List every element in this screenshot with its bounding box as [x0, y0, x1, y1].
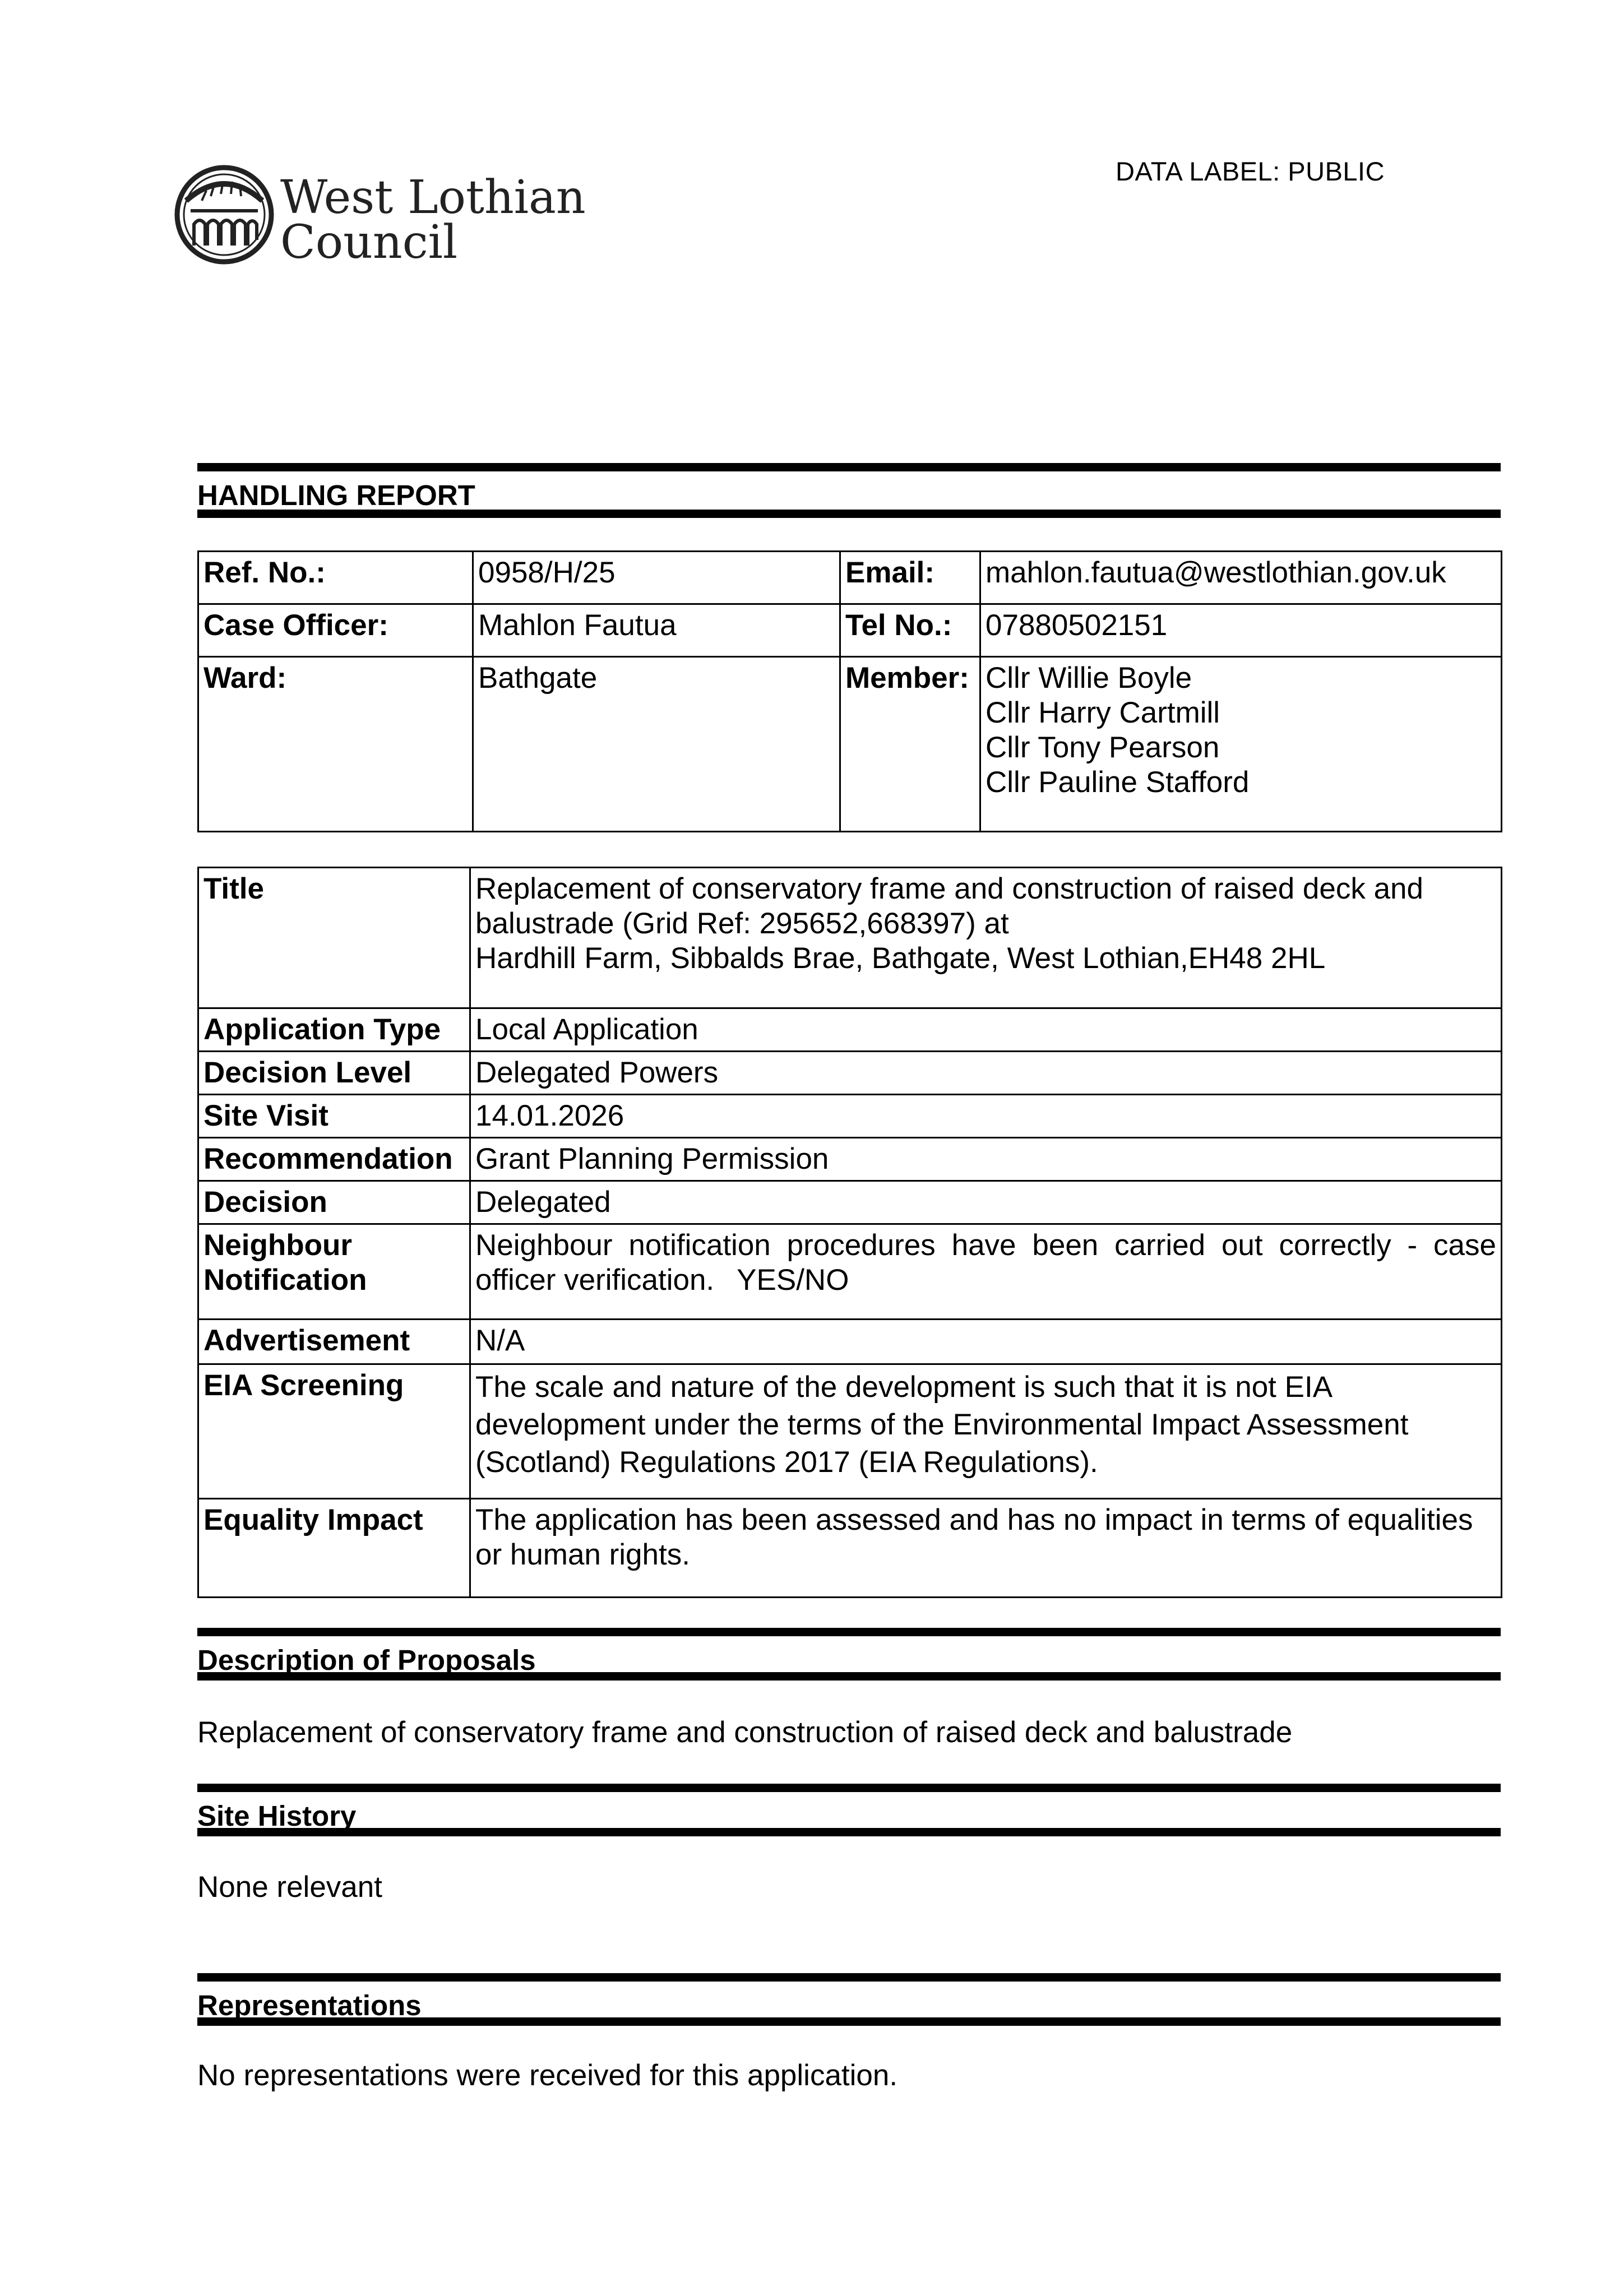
table-row	[198, 552, 1502, 604]
member-item: Cllr Tony Pearson	[985, 731, 1220, 764]
recommendation-value: Grant Planning Permission	[470, 1138, 1502, 1181]
handling-report-table	[197, 550, 1502, 832]
title-value: Replacement of conservatory frame and construction of raised deck and balustrade (Grid Ref: 295652,668397) at Hardhill Farm, Sibbalds Brae, Bathgate, West Lothian,EH48 2HL	[470, 868, 1502, 1008]
member-label: Member:	[840, 657, 980, 832]
table-row	[198, 1320, 1502, 1364]
member-item: Cllr Willie Boyle	[985, 661, 1192, 695]
yes-no-option: YES/NO	[737, 1263, 849, 1297]
advertisement-label: Advertisement	[198, 1320, 470, 1364]
member-list	[980, 657, 1502, 832]
ref-label: Ref. No.:	[198, 552, 473, 604]
logo-text-line1: West Lothian	[280, 171, 586, 224]
decision-level-value: Delegated Powers	[470, 1052, 1502, 1095]
site-history-text: None relevant	[197, 1871, 382, 1904]
member-item: Cllr Pauline Stafford	[985, 766, 1250, 799]
member-item: Cllr Harry Cartmill	[985, 696, 1220, 729]
equality-label: Equality Impact	[198, 1499, 470, 1598]
eia-label: EIA Screening	[198, 1364, 470, 1499]
app-type-label: Application Type	[198, 1008, 470, 1052]
site-history-heading: Site History	[197, 1784, 1501, 1836]
tel-value: 07880502151	[980, 604, 1502, 657]
neighbour-label: Neighbour Notification	[198, 1224, 470, 1320]
table-row	[198, 1224, 1502, 1320]
description-heading: Description of Proposals	[197, 1628, 1501, 1681]
email-label: Email:	[840, 552, 980, 604]
table-row	[198, 1364, 1502, 1499]
table-row	[198, 1095, 1502, 1138]
officer-value: Mahlon Fautua	[473, 604, 840, 657]
advertisement-value: N/A	[470, 1320, 1502, 1364]
logo-text-line2: Council	[280, 216, 458, 269]
table-row	[198, 1138, 1502, 1181]
ward-label: Ward:	[198, 657, 473, 832]
table-row	[198, 868, 1502, 1008]
table-row	[198, 1052, 1502, 1095]
site-visit-value: 14.01.2026	[470, 1095, 1502, 1138]
decision-level-label: Decision Level	[198, 1052, 470, 1095]
email-value[interactable]: mahlon.fautua@westlothian.gov.uk	[980, 552, 1502, 604]
description-text: Replacement of conservatory frame and construction of raised deck and balustrade	[197, 1716, 1293, 1749]
decision-label: Decision	[198, 1181, 470, 1224]
table-row	[198, 657, 1502, 832]
table-row	[198, 1499, 1502, 1598]
details-table	[197, 867, 1502, 1598]
title-label: Title	[198, 868, 470, 1008]
decision-value: Delegated	[470, 1181, 1502, 1224]
table-row	[198, 1008, 1502, 1052]
table-row	[198, 604, 1502, 657]
app-type-value: Local Application	[470, 1008, 1502, 1052]
representations-text: No representations were received for this application.	[197, 2059, 898, 2092]
eia-value: The scale and nature of the development is such that it is not EIA development under the terms of the Environmental Impact Assessment (Scotland) Regulations 2017 (EIA Regulations).	[470, 1364, 1502, 1499]
table-row	[198, 1181, 1502, 1224]
neighbour-value: Neighbour notification procedures have been carried out correctly - case officer verification. YES/NO	[470, 1224, 1502, 1320]
ward-value: Bathgate	[473, 657, 840, 832]
tel-label: Tel No.:	[840, 604, 980, 657]
council-logo	[174, 161, 586, 269]
officer-label: Case Officer:	[198, 604, 473, 657]
representations-heading: Representations	[197, 1973, 1501, 2026]
recommendation-label: Recommendation	[198, 1138, 470, 1181]
ref-value: 0958/H/25	[473, 552, 840, 604]
site-visit-label: Site Visit	[198, 1095, 470, 1138]
equality-value: The application has been assessed and has no impact in terms of equalities or human rights.	[470, 1499, 1502, 1598]
data-label: DATA LABEL: PUBLIC	[1116, 156, 1385, 186]
handling-report-heading: HANDLING REPORT	[197, 463, 1501, 518]
